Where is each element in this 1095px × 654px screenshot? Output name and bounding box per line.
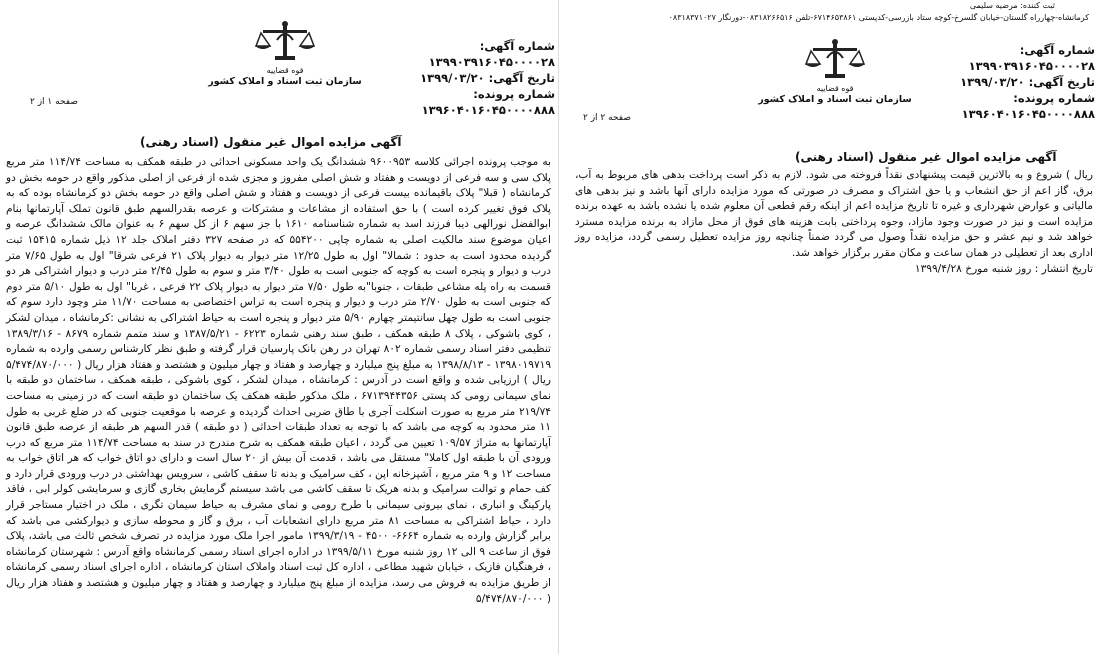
case-number: شماره پرونده: ۱۳۹۶۰۴۰۱۶۰۴۵۰۰۰۰۸۸۸ (961, 91, 1095, 121)
notice-body: به موجب پرونده اجرائی کلاسه ۹۶۰۰۹۵۳ ششدانگ یک واحد مسکونی احداثی در طبقه همکف به مساحت ۱۱۴/۷۴ متر مربع پلاک سی و سه فرعی از دویست و هفتاد و شش اصلی مفروز و مجزی شده از فرعی از اصلی مذکور واقع در حومه بخش دو کرمانشاه ( قبلا" پلاک باقیمانده بیست فرعی از دویست و هفتاد و شش اصلی واقع در حومه بخش دو کرمانشاه بوده که به پلاک فوق تغییر کرده است ) با حق استفاده از مشاعات و مشترکات و عرصه بقدرالسهم طبق قانون تملک آپارتمانها بنام ابوالفضل نورالهی دیبا فرزند اسد به شماره شناسنامه ۱۶۱۰ با جز سهم ۶ از کل سهم ۶ به عنوان مالک ششدانگ عرصه و اعیان موضوع سند مالکیت اصلی به شماره چاپی ۵۵۴۲۰۰ که در صفحه ۳۲۷ دفتر املاک جلد ۱۲ ذیل شماره ۱۵۴۱۵ ثبت گردیده محدود است به حدود : شمالا" اول به طول ۱۲/۲۵ متر دیوار به دیوار پلاک ۲۱ فرعی شرقا" اول به طول ۷/۶۵ متر درب و دیوار و پنجره است به کوچه که جنوبی است به طول ۳/۴۰ متر و سوم به طول ۲/۴۵ متر درب و دیوار اشتراکی هر دو قسمت به راه پله مشاعی طبقات ، جنوبا"به طول ۷/۵۰ متر دیوار به دیوار پلاک ۲۲ فرعی ، غربا" اول به طول ۵/۱۰ متر دوم که جنوبی است به طول ۲/۷۰ متر درب و دیوار و پنجره است به تراس اختصاصی به مساحت ۱۱/۷۰ متر وچود دارد سوم که جنوبی است به طول چهل سانتیمتر چهارم ۵/۹۰ متر دیوار و پنجره است به حیاط اشتراکی به نشانی :کرمانشاه ، میدان لشکر ، کوی باشوکی ، پلاک ۸ طبقه همکف ، طبق سند رهنی شماره ۶۲۲۳ - ۱۳۸۷/۵/۲۱ و سند متمم شماره ۸۶۷۹ - ۱۳۸۹/۳/۱۶ تنظیمی دفتر اسناد رسمی شماره ۸۰۲ تهران در رهن بانک پارسیان قرار گرفته و طبق نظر کارشناس رسمی وارده به شماره ۱۳۹۸۰۱۹۷۱۹ - ۱۳۹۸/۸/۱۳ به مبلغ پنج میلیارد و چهارصد و هفتاد و چهار میلیون و هشتصد و هفتاد هزار ریال ( ۵/۴۷۴/۸۷۰/۰۰۰ ریال ) ارزیابی شده و واقع است در آدرس : کرمانشاه ، میدان لشکر ، کوی باشوکی ، طبقه همکف ، ساختمان دو طبقه با نمای سیمانی رومی کد پستی ۶۷۱۳۹۴۴۳۵۶ ، ملک مذکور طبقه همکف یک ساختمان دو طبقه است که در زمینی به مساحت ۲۱۹/۷۴ متر مربع به صورت اسکلت آجری با طاق ضربی احداث گردیده و عرصه با موقعیت جنوبی که در ضلع غربی به طول ۱۱ متر محدود به کوچه می باشد که با توجه به تعداد طبقات احداثی ( دو طبقه ) قدر السهم هر طبقه از عرصه طبق قانون آپارتمانها به متراژ ۱۰۹/۵۷ تعیین می گردد ، اعیان طبقه همکف به شرح مندرج در سند به مساحت ۱۱۴/۷۴ متر مربع که درب ورودی آن با طبقه اول کاملا" مستقل می باشد ، قدمت آن بیش از ۲۰ سال است و دارای دو اتاق خواب که هر اتاق خواب به مساحت ۱۲ و ۹ متر مربع ، آشپزخانه اپن ، کف سرامیک و بدنه تا سقف کاشی ، سرویس بهداشتی در درب ورودی قرار دارد و کف حمام و توالت سرامیک و بدنه هریک تا سقف کاشی می باشد سیستم گرمایش بخاری گازی و سرمایشی کولر ابی ، فاقد پارکینگ و انباری ، نمای بیرونی سیمانی با طرح رومی و نمای مشرف به حیاط سیمان تگری ، ملک در اختیار مستاجر قرار دارد ، حیاط اشتراکی به مساحت ۸۱ متر مربع دارای انشعابات آب ، برق و گاز و محوطه سازی و دیوارکشی می باشد که برابر گزارش وارده به شماره ۶۶۶۴- ۴۵۰۰ - ۱۳۹۹/۳/۱۹ مامور اجرا ملک مورد مزایده در تصرف شخص ثالث می باشد، پلاک فوق از ساعت ۹ الی ۱۲ روز شنبه مورخ ۱۳۹۹/۵/۱۱ در اداره اجرای اسناد رسمی کرمانشاه واقع آدرس : شهرستان کرمانشاه ، فرهنگیان فازیک ، خیابان شهید مطاعی ، اداره کل ثبت اسناد واملاک استان کرمانشاه ، اداره اجرای اسناد رسمی کرمانشاه از طریق مزایده به فروش می رسد، مزایده از مبلغ پنج میلیارد و چهارصد و هفتاد و چهار میلیون و هشتصد و هفتاد هزار ریال ( ۵/۴۷۴/۸۷۰/۰۰۰ (6, 156, 552, 605)
judiciary-label: قوه قضاییه (816, 84, 854, 93)
notice-body-text: ریال ) شروع و به بالاترین قیمت پیشنهادی نقداً فروخته می شود. لازم به ذکر است پرداخت بدهی های مربوط به آب، برق، گاز اعم از حق انشعاب و یا حق اشتراک و مصرف در صورتی که مورد مزایده دارای آنها باشد و نیز بدهی های مالیاتی و عوارض شهرداری و غیره تا تاریخ مزایده اعم از اینکه رقم قطعی آن معلوم شده یا نشده باشد به عهده برنده مزایده است و نیز در صورت وجود مازاد، وجوه پرداختی بابت هزینه های فوق از محل مازاد به برنده مزایده مسترد خواهد شد و نیم عشر و حق مزایده نقداً وصول می گردد ضمناً چنانچه روز مزایده تعطیل رسمی گردد، مزایده روز اداری بعد از تعطیلی در همان ساعت و مکان مقرر برگزار خواهد شد. (575, 169, 1093, 259)
notice-title: آگهی مزایده اموال غیر منقول (اسناد رهنی) (140, 135, 402, 149)
judiciary-emblem (200, 20, 370, 98)
case-number: شماره پرونده: ۱۳۹۶۰۴۰۱۶۰۴۵۰۰۰۰۸۸۸ (421, 87, 555, 117)
notice-number: شماره آگهی: ۱۳۹۹۰۳۹۱۶۰۴۵۰۰۰۰۲۸ (968, 43, 1095, 73)
notice-meta (920, 42, 1095, 122)
org-name: سازمان ثبت اسناد و املاک کشور (208, 76, 362, 87)
page-number: صفحه ۲ از ۲ (583, 113, 631, 123)
notice-title: آگهی مزایده اموال غیر منقول (اسناد رهنی) (795, 150, 1057, 164)
publish-date: تاریخ انتشار : روز شنبه مورخ ۱۳۹۹/۴/۲۸ (914, 262, 1093, 275)
org-name: سازمان ثبت اسناد و املاک کشور (758, 94, 912, 105)
notice-page-2 (565, 0, 1095, 654)
judiciary-label: قوه قضاییه (266, 66, 304, 75)
office-address-line: کرمانشاه-چهارراه گلستان-خیابان گلسرخ-کوچه ستاد بازرسی-کدپستی ۶۷۱۴۶۵۳۸۶۱-تلفن ۰۸۳۱۸۲۶۶۵۱۶-دورنگار ۰۸۳۱۸۳۷۱۰۲۷ (668, 13, 1089, 22)
page-divider (558, 0, 559, 654)
registrar-line: ثبت کننده: مرضیه سلیمی (969, 1, 1055, 10)
notice-date: تاریخ آگهی: ۱۳۹۹/۰۳/۲۰ (960, 75, 1095, 89)
notice-body (575, 168, 1093, 277)
scales-icon (255, 20, 315, 66)
notice-number: شماره آگهی: ۱۳۹۹۰۳۹۱۶۰۴۵۰۰۰۰۲۸ (428, 39, 555, 69)
notice-meta (368, 38, 555, 118)
scales-icon (805, 38, 865, 84)
judiciary-emblem (750, 38, 920, 116)
page-number: صفحه ۱ از ۲ (30, 97, 78, 107)
notice-date: تاریخ آگهی: ۱۳۹۹/۰۳/۲۰ (420, 71, 555, 85)
